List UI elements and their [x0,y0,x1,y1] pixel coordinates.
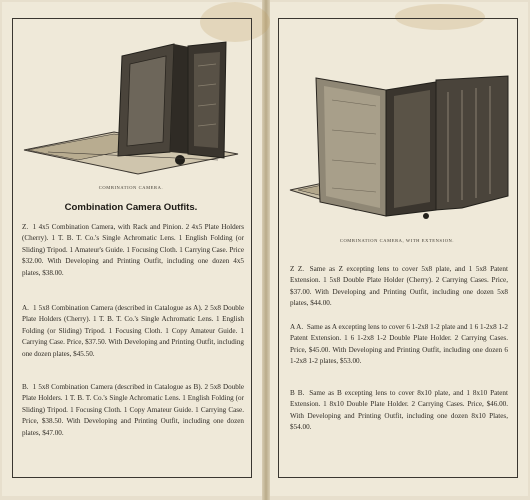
combination-camera-illustration [18,36,244,176]
illustration-caption: COMBINATION CAMERA, WITH EXTENSION. [339,238,455,243]
illustration-caption: COMBINATION CAMERA. [98,185,164,190]
entry-label: Z Z. [290,265,305,273]
entry-label: B. [22,383,29,391]
entry-label: B B. [290,389,305,397]
entry-text: Same as B excepting lens to cover 8x10 plate, and 1 8x10 Patent Extension. 1 8x10 Double Plate Holder. 2 Carrying Cases. Price, $46.00. With Developing and Printing Outfit, including one dozen 8x10 Plates, $54.00. [290,389,508,432]
page-gutter [262,0,270,500]
outfit-entry-bb [290,388,508,434]
camera-with-extension-illustration [286,70,512,230]
outfit-entry-a [22,303,244,360]
page-heading: Combination Camera Outfits. [64,202,198,213]
outfit-entry-aa [290,322,508,368]
entry-text: 1 5x8 Combination Camera (described in Catalogue as B). 2 5x8 Double Plate Holders. 1 T. B. T. Co.'s Single Achromatic Lens. 1 English Folding (or Sliding) Tripod. 1 Focusing Cloth. 1 Copy Amateur Guide. 1 Carrying Case. Price, $38.50. With Developing and Printing Outfit, including one dozen plates, $47.00. [22,383,244,437]
entry-text: Same as A excepting lens to cover 6 1-2x8 1-2 plate and 1 6 1-2x8 1-2 Patent Extension. 1 6 1-2x8 1-2 Double Plate Holder. 2 Carrying Cases. Price, $45.00. With Developing and Printing Outfit, including one dozen 6 1-2x8 1-2 plates, $53.00. [290,323,508,366]
entry-text: 1 5x8 Combination Camera (described in Catalogue as A). 2 5x8 Double Plate Holders (Cherry). 1 T. B. T. Co.'s Single Achromatic Lens. 1 English Folding (or Sliding) Tripod. 1 Focusing Cloth. 1 Copy Amateur Guide. 1 Carrying Case. Price, $37.50. With Developing and Printing Outfit, including one dozen plates, $45.50. [22,304,244,358]
entry-text: Same as Z excepting lens to cover 5x8 plate, and 1 5x8 Patent Extension. 1 5x8 Double Plate Holder (Cherry). 2 Carrying Cases. Price, $37.00. With Developing and Printing Outfit, including one dozen 5x8 plates, $44.00. [290,265,508,308]
entry-label: Z. [22,223,29,231]
outfit-entry-b [22,382,244,439]
entry-label: A A. [290,323,304,331]
entry-text: 1 4x5 Combination Camera, with Rack and Pinion. 2 4x5 Plate Holders (Cherry). 1 T. B. T. Co.'s Single Achromatic Lens. 1 English Folding (or Sliding) Tripod. 1 Amateur's Guide. 1 Focusing Cloth. 1 Carrying Case. Price $32.00. With Developing and Printing Outfit, including one dozen 4x5 plates, $38.00. [22,223,244,277]
entry-label: A. [22,304,29,312]
outfit-entry-zz [290,264,508,310]
outfit-entry-z [22,222,244,279]
